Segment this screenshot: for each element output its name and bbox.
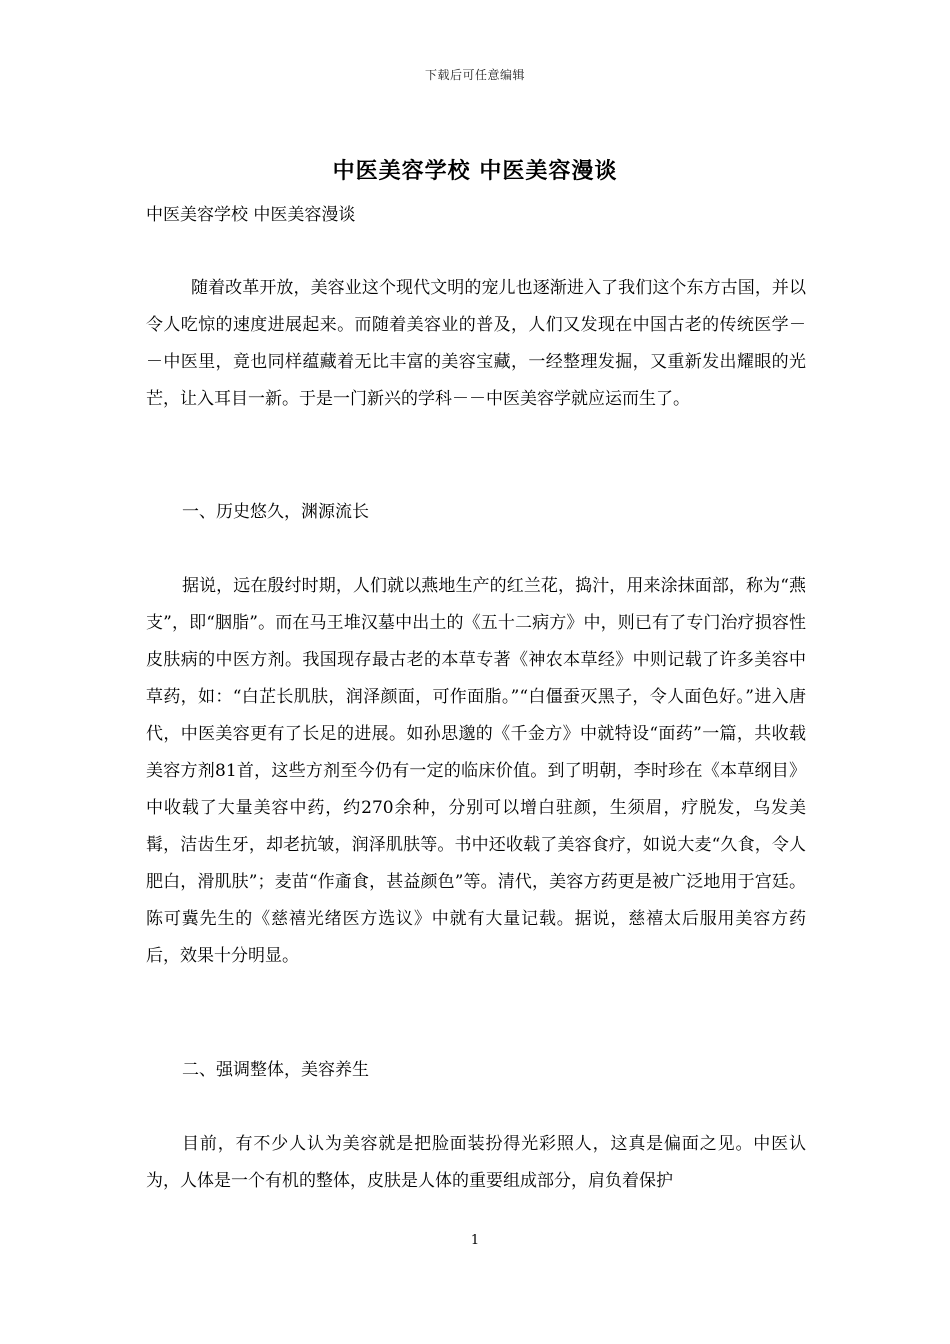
page-number: 1 bbox=[470, 1233, 480, 1248]
paragraph-holistic: 目前，有不少人认为美容就是把脸面装扮得光彩照人，这真是偏面之见。中医认为，人体是一个有机的整体，皮肤是人体的重要组成部分，肩负着保护 bbox=[146, 1134, 806, 1191]
section-heading-holistic: 二、强调整体，美容养生 bbox=[182, 1060, 369, 1080]
section-heading-history: 一、历史悠久，渊源流长 bbox=[182, 502, 369, 522]
paragraph-intro: 随着改革开放，美容业这个现代文明的宠儿也逐渐进入了我们这个东方古国，并以令人吃惊的速度进展起来。而随着美容业的普及，人们又发现在中国古老的传统医学－－中医里，竟也同样蕴藏着无比丰富的美容宝藏，一经整理发掘，又重新发出耀眼的光芒，让入耳目一新。于是一门新兴的学科－－中医美容学就应运而生了。 bbox=[146, 278, 806, 409]
header-note: 下载后可任意编辑 bbox=[424, 68, 525, 82]
document-subtitle: 中医美容学校 中医美容漫谈 bbox=[146, 205, 356, 225]
paragraph-history: 据说，远在殷纣时期，人们就以燕地生产的红兰花，捣汁，用来涂抹面部，称为“燕支”，即“胭脂”。而在马王堆汉墓中出土的《五十二病方》中，则已有了专门治疗损容性皮肤病的中医方剂。我国现存最古老的本草专著《神农本草经》中则记载了许多美容中草药，如：“白芷长肌肤，润泽颜面，可作面脂。”“白僵蚕灭黑子，令人面色好。”进入唐代，中医美容更有了长足的进展。如孙思邈的《千金方》中就特设“面药”一篇，共收载美容方剂81首，这些方剂至今仍有一定的临床价值。到了明朝，李时珍在《本草纲目》中收载了大量美容中药，约270余种，分别可以增白驻颜，生须眉，疗脱发，乌发美髯，洁齿生牙，却老抗皱，润泽肌肤等。书中还收载了美容食疗，如说大麦“久食，令人肥白，滑肌肤”；麦苗“作齑食，甚益颜色”等。清代，美容方药更是被广泛地用于宫廷。陈可冀先生的《慈禧光绪医方选议》中就有大量记载。据说，慈禧太后服用美容方药后，效果十分明显。 bbox=[146, 576, 806, 966]
document-title: 中医美容学校 中医美容漫谈 bbox=[332, 158, 618, 184]
